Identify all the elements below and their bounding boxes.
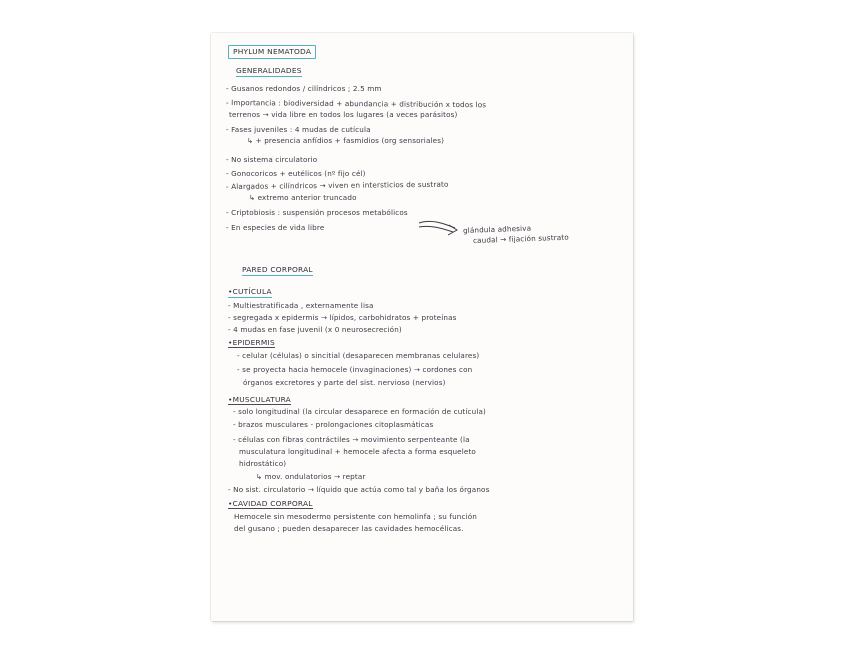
note-line: terrenos → vida libre en todos los lugares (a veces parásitos) xyxy=(229,110,458,119)
note-line: - solo longitudinal (la circular desaparece en formación de cutícula) xyxy=(233,407,487,416)
note-line: - Importancia : biodiversidad + abundancia + distribución x todos los xyxy=(225,98,487,110)
note-line: - Multiestratificada , externamente lisa xyxy=(228,301,374,310)
subheading-epidermis: •EPIDERMIS xyxy=(228,338,275,347)
note-line: del gusano ; pueden desaparecer las cavidades hemocélicas. xyxy=(234,524,464,533)
page-title: PHYLUM NEMATODA xyxy=(228,45,316,59)
note-line: Hemocele sin mesodermo persistente con hemolinfa ; su función xyxy=(234,512,478,521)
notebook-page xyxy=(211,33,633,621)
note-line: hidrostático) xyxy=(239,459,287,468)
note-line: - segregada x epidermis → lípidos, carbohidratos + proteínas xyxy=(228,313,457,322)
note-line: - En especies de vida libre xyxy=(226,223,325,232)
note-line: ↳ extremo anterior truncado xyxy=(249,193,357,202)
note-line: - Criptobiosis : suspensión procesos metabólicos xyxy=(226,208,408,217)
note-line: - No sistema circulatorio xyxy=(226,155,318,164)
subheading-musculatura: •MUSCULATURA xyxy=(228,395,291,404)
note-line: - Alargados + cilíndricos → viven en intersticios de sustrato xyxy=(225,179,449,191)
note-line: ↳ + presencia anfídios + fasmidios (org sensoriales) xyxy=(247,136,445,145)
note-line: musculatura longitudinal + hemocele afecta a forma esqueleto xyxy=(239,447,476,456)
note-line: - Fases juveniles : 4 mudas de cutícula xyxy=(226,125,371,134)
aside-note: glándula adhesiva xyxy=(462,223,532,235)
note-line: - 4 mudas en fase juvenil (x 0 neurosecreción) xyxy=(228,325,402,334)
note-line: órganos excretores y parte del sist. nervioso (nervios) xyxy=(243,378,446,387)
note-line: - celular (células) o sincitial (desaparecen membranas celulares) xyxy=(237,351,480,360)
section-heading-generalidades: GENERALIDADES xyxy=(236,66,302,75)
section-heading-pared-corporal: PARED CORPORAL xyxy=(242,265,313,274)
subheading-cuticula: •CUTÍCULA xyxy=(228,287,272,296)
arrow-icon xyxy=(417,217,461,239)
note-line: - No sist. circulatorio → líquido que actúa como tal y baña los órganos xyxy=(228,485,490,494)
note-line: - células con fibras contráctiles → movimiento serpenteante (la xyxy=(233,435,470,444)
section-heading-cavidad-corporal: •CAVIDAD CORPORAL xyxy=(228,499,313,508)
note-line: - se proyecta hacia hemocele (invaginaciones) → cordones con xyxy=(237,365,473,374)
note-line: - Gonocoricos + eutélicos (nº fijo cél) xyxy=(226,169,366,178)
note-line: - Gusanos redondos / cilíndricos ; 2.5 mm xyxy=(226,84,382,93)
note-line: - brazos musculares - prolongaciones citoplasmáticas xyxy=(233,420,434,429)
note-line: ↳ mov. ondulatorios → reptar xyxy=(256,472,366,481)
aside-note: caudal → fijación sustrato xyxy=(472,232,570,245)
